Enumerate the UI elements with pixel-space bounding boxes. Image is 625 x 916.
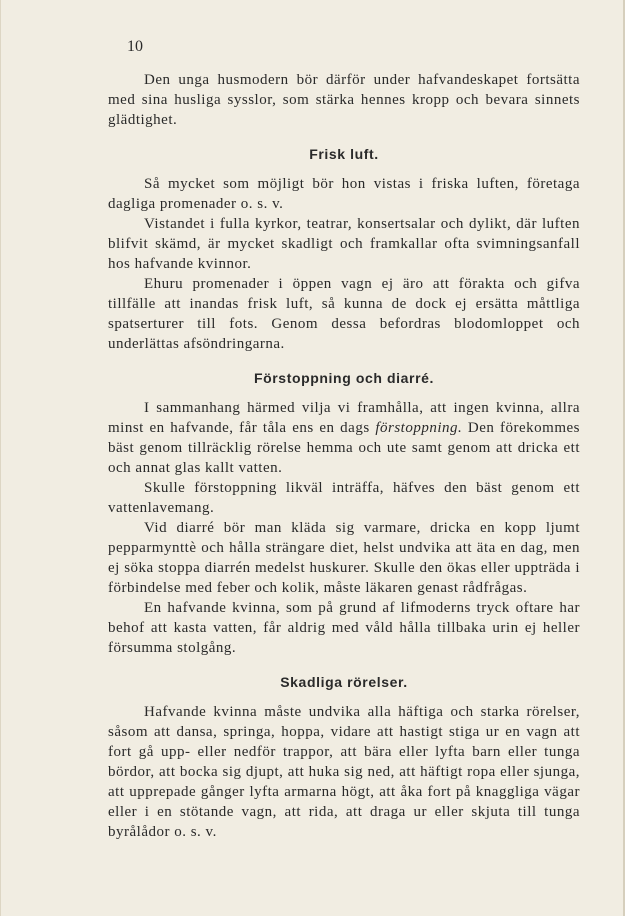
- paragraph: Skulle förstoppning likväl inträffa, häfves den bäst genom ett vattenlavemang.: [108, 480, 580, 516]
- page-number: 10: [127, 38, 143, 55]
- page-body: [108, 70, 580, 842]
- paragraph-text: Den förekommes bäst genom tillräcklig rörelse hemma och ute samt genom att dricka ett och annat glas kallt vatten.: [108, 420, 581, 476]
- paragraph: Så mycket som möjligt bör hon vistas i friska luften, företaga dagliga promenader o. s. v.: [108, 176, 580, 212]
- paragraph: Vistandet i fulla kyrkor, teatrar, konsertsalar och dylikt, där luften blifvit skämd, är mycket skadligt och framkallar ofta svimningsanfall hos hafvande kvinnor.: [108, 216, 580, 272]
- paragraph-text: I sammanhang härmed vilja vi framhålla, att ingen kvinna, allra minst en hafvande, får tåla ens en dags: [108, 400, 580, 436]
- heading-forstoppning: Förstoppning och diarré.: [253, 370, 435, 386]
- intro-paragraph: Den unga husmodern bör därför under hafvandeskapet fortsätta med sina husliga sysslor, som stärka hennes kropp och bevara sinnets glädtighet.: [108, 72, 580, 128]
- paragraph: Vid diarré bör man kläda sig varmare, dricka en kopp ljumt pepparmynttè och hålla strängare diet, helst undvika att äta en dag, men ej söka stoppa diarrén medelst huskurer. Skulle den ökas eller uppträda i förbindelse med feber och kolik, måste läkaren genast rådfrågas.: [108, 520, 580, 596]
- heading-frisk-luft: Frisk luft.: [309, 146, 379, 162]
- emphasized-term: förstoppning.: [375, 420, 463, 436]
- paragraph: [108, 398, 580, 478]
- paragraph: En hafvande kvinna, som på grund af lifmoderns tryck oftare har behof att kasta vatten, får aldrig med våld hålla tillbaka urin ej heller försumma stolgång.: [108, 600, 580, 656]
- paragraph: Hafvande kvinna måste undvika alla häftiga och starka rörelser, såsom att dansa, springa, hoppa, vidare att hastigt stiga ur en vagn att fort gå upp- eller nedför trappor, att bära eller lyfta barn eller tunga bördor, att bocka sig djupt, att huka sig ned, att häftigt ropa eller sjunga, att upprepade gånger lyfta armarna högt, att åka fort på knaggliga vägar eller i en stötande vagn, att rida, att draga ur eller skjuta till tunga byrålådor o. s. v.: [108, 704, 580, 840]
- heading-skadliga-rorelser: Skadliga rörelser.: [280, 674, 408, 690]
- paragraph: Ehuru promenader i öppen vagn ej äro att förakta och gifva tillfälle att inandas frisk luft, så kunna de dock ej ersätta måttliga spatserturer till fots. Genom dessa befordras blodomloppet och underlättas afsöndringarna.: [108, 276, 580, 352]
